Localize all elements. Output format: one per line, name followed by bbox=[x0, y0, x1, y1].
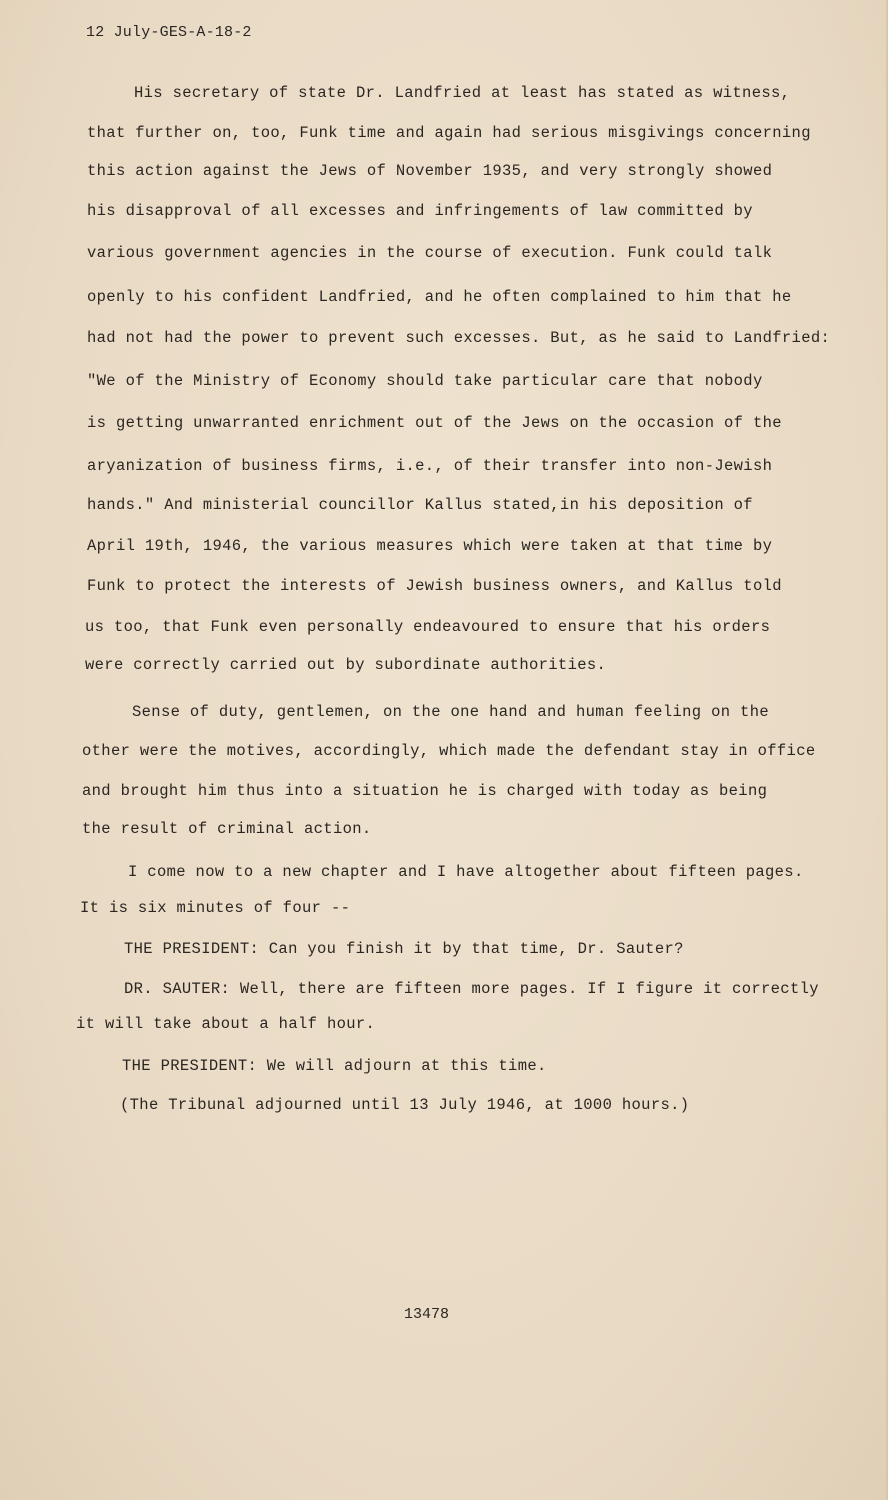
text-line: various government agencies in the course of execution. Funk could talk bbox=[87, 244, 773, 262]
text-line: It is six minutes of four -- bbox=[80, 899, 351, 917]
dialogue-line: it will take about a half hour. bbox=[76, 1015, 376, 1033]
text-line: had not had the power to prevent such excesses. But, as he said to Landfried: bbox=[87, 329, 831, 347]
text-line: "We of the Ministry of Economy should take particular care that nobody bbox=[87, 372, 763, 390]
text-line: and brought him thus into a situation he is charged with today as being bbox=[82, 782, 768, 800]
dialogue-line: DR. SAUTER: Well, there are fifteen more pages. If I figure it correctly bbox=[124, 980, 819, 998]
dialogue-line: (The Tribunal adjourned until 13 July 1946, at 1000 hours.) bbox=[120, 1096, 690, 1114]
text-line: other were the motives, accordingly, which made the defendant stay in office bbox=[82, 742, 816, 760]
text-line: us too, that Funk even personally endeavoured to ensure that his orders bbox=[85, 618, 771, 636]
text-line: April 19th, 1946, the various measures which were taken at that time by bbox=[87, 537, 773, 555]
text-line: this action against the Jews of November 1935, and very strongly showed bbox=[87, 162, 773, 180]
text-line: is getting unwarranted enrichment out of the Jews on the occasion of the bbox=[87, 414, 782, 432]
text-line: Funk to protect the interests of Jewish business owners, and Kallus told bbox=[87, 577, 782, 595]
text-line: His secretary of state Dr. Landfried at least has stated as witness, bbox=[134, 84, 791, 102]
document-header: 12 July-GES-A-18-2 bbox=[86, 24, 252, 41]
text-line: openly to his confident Landfried, and he often complained to him that he bbox=[87, 288, 792, 306]
text-line: that further on, too, Funk time and again had serious misgivings concerning bbox=[87, 124, 811, 142]
text-line: hands." And ministerial councillor Kallus stated,in his deposition of bbox=[87, 496, 753, 514]
text-line: I come now to a new chapter and I have altogether about fifteen pages. bbox=[128, 863, 804, 881]
page-number: 13478 bbox=[404, 1306, 450, 1323]
text-line: aryanization of business firms, i.e., of their transfer into non-Jewish bbox=[87, 457, 773, 475]
text-line: were correctly carried out by subordinate authorities. bbox=[85, 656, 607, 674]
dialogue-line: THE PRESIDENT: We will adjourn at this time. bbox=[122, 1057, 547, 1075]
text-line: Sense of duty, gentlemen, on the one hand and human feeling on the bbox=[132, 703, 769, 721]
dialogue-line: THE PRESIDENT: Can you finish it by that time, Dr. Sauter? bbox=[124, 940, 684, 958]
text-line: his disapproval of all excesses and infringements of law committed by bbox=[87, 202, 753, 220]
text-line: the result of criminal action. bbox=[82, 820, 372, 838]
